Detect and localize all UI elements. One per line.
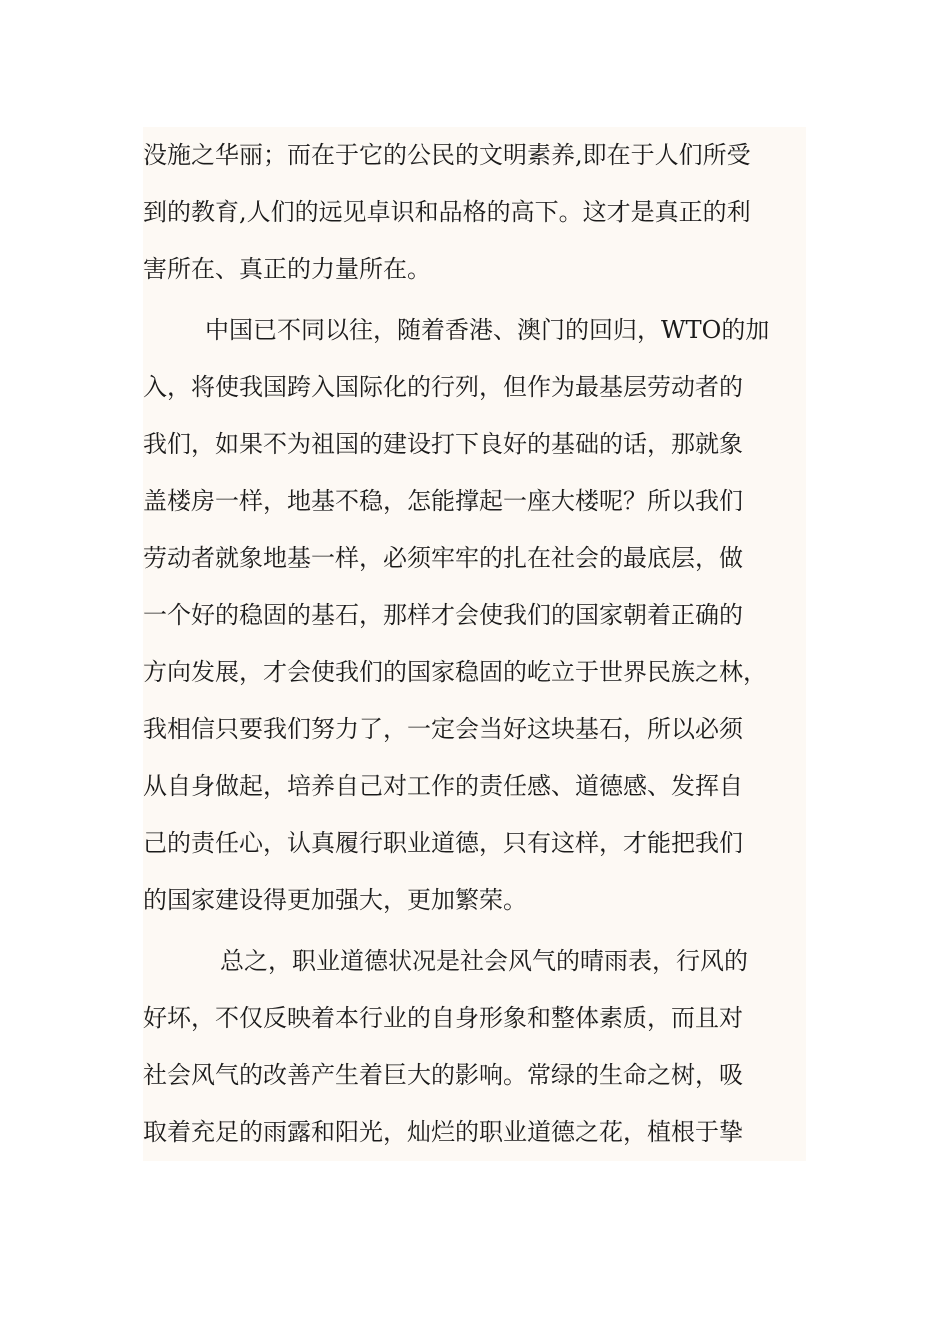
text-line: 到的教育,人们的远见卓识和品格的高下。这才是真正的利 (143, 198, 751, 226)
text-line: 的国家建设得更加强大，更加繁荣。 (143, 886, 527, 914)
text-line: 一个好的稳固的基石，那样才会使我们的国家朝着正确的 (143, 601, 743, 629)
text-line: 盖楼房一样，地基不稳，怎能撑起一座大楼呢？所以我们 (143, 487, 743, 515)
text-line: 没施之华丽；而在于它的公民的文明素养,即在于人们所受 (143, 141, 751, 169)
text-line: 我相信只要我们努力了，一定会当好这块基石，所以必须 (143, 715, 743, 743)
body-text-block (143, 127, 806, 1161)
text-line: 从自身做起，培养自己对工作的责任感、道德感、发挥自 (143, 772, 743, 800)
paragraph-start-line: 中国已不同以往，随着香港、澳门的回归，WTO的加 (205, 316, 770, 344)
text-line: 己的责任心，认真履行职业道德，只有这样，才能把我们 (143, 829, 743, 857)
text-line: 入，将使我国跨入国际化的行列，但作为最基层劳动者的 (143, 373, 743, 401)
paragraph-start-line: 总之，职业道德状况是社会风气的晴雨表，行风的 (220, 947, 748, 975)
text-line: 害所在、真正的力量所在。 (143, 255, 431, 283)
text-line: 方向发展，才会使我们的国家稳固的屹立于世界民族之林， (143, 658, 767, 686)
text-line: 我们，如果不为祖国的建设打下良好的基础的话，那就象 (143, 430, 743, 458)
text-line: 取着充足的雨露和阳光，灿烂的职业道德之花，植根于挚 (143, 1118, 743, 1146)
text-line: 劳动者就象地基一样，必须牢牢的扎在社会的最底层，做 (143, 544, 743, 572)
text-line: 社会风气的改善产生着巨大的影响。常绿的生命之树，吸 (143, 1061, 743, 1089)
text-line: 好坏，不仅反映着本行业的自身形象和整体素质，而且对 (143, 1004, 743, 1032)
